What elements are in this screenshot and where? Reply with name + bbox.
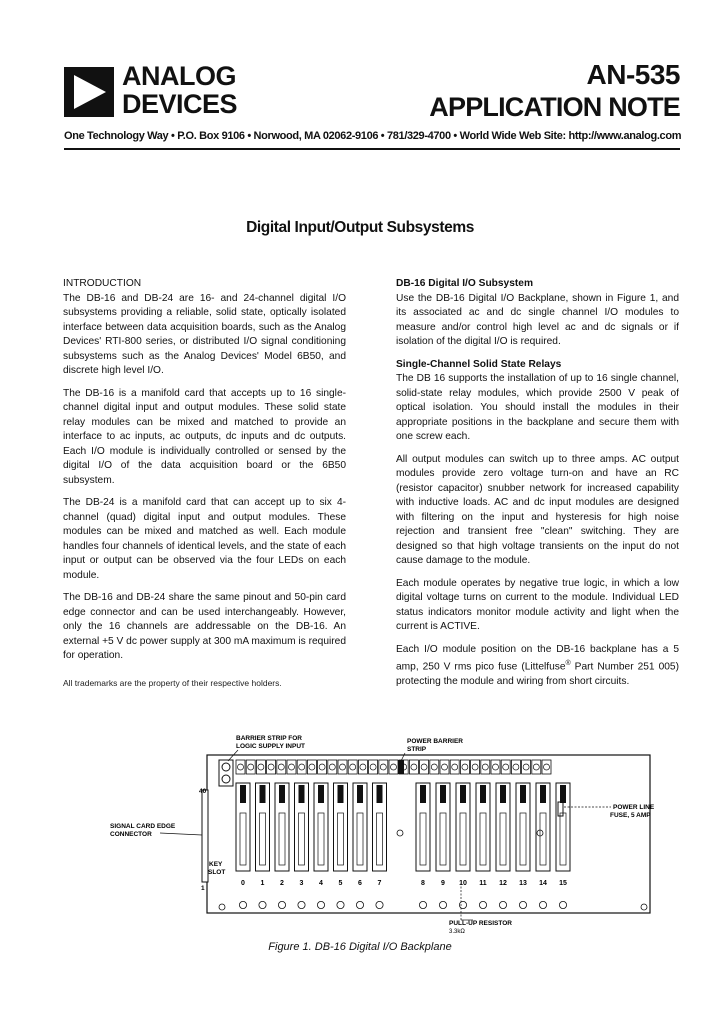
terminal-screw: [340, 764, 346, 770]
module-relay: [420, 813, 426, 865]
terminal-screw: [360, 764, 366, 770]
module-fuse: [500, 785, 506, 803]
channel-label: 12: [499, 880, 507, 887]
terminal-screw: [472, 764, 478, 770]
terminal-screw: [380, 764, 386, 770]
module-fuse: [460, 785, 466, 803]
module-fuse: [338, 785, 344, 803]
module-fuse: [540, 785, 546, 803]
channel-led: [459, 901, 466, 908]
module-fuse: [420, 785, 426, 803]
document-type: APPLICATION NOTE: [429, 92, 680, 122]
terminal-screw: [309, 764, 315, 770]
module-fuse: [299, 785, 305, 803]
module-fuse: [318, 785, 324, 803]
relays-paragraph-2: All output modules can switch up to three amps. AC output modules provide zero voltage turn-on and have an RC (resistor capacitor) snubber network for increased capability with inductive loads. AC and dc input modules are designed with filtering on the input and hysteresis for high noise rejection and transient free "clean" switching. They are designed so that high voltage transients on the input do not cause damage to the module.: [396, 453, 679, 566]
channel-label: 1: [260, 880, 265, 887]
header-rule: [64, 148, 680, 150]
module-relay: [318, 813, 324, 865]
terminal-screw: [391, 764, 397, 770]
terminal-screw: [278, 764, 284, 770]
pin-40: 40: [199, 788, 207, 795]
module-fuse: [279, 785, 285, 803]
channel-led: [419, 901, 426, 908]
channel-labels: [241, 880, 567, 887]
terminal-screw: [462, 764, 468, 770]
fuse-text-a: Each I/O module position on the DB-16 backplane has a 5 amp, 250 V rms pico fuse (Littelfuse: [396, 643, 679, 673]
label-signal-edge-2: CONNECTOR: [110, 831, 152, 838]
module-relay: [357, 813, 363, 865]
relays-heading: Single-Channel Solid State Relays: [396, 358, 562, 370]
intro-heading: INTRODUCTION: [63, 278, 142, 289]
channel-label: 11: [479, 880, 487, 887]
module-fuse: [260, 785, 266, 803]
intro-paragraph-1: The DB-16 and DB-24 are 16- and 24-channel digital I/O subsystems providing a reliable, solid state, optically isolated interface between data acquisition boards, such as the Analog Devices' RTI-800 series, or distributed I/O signal conditioning subsystems such as the Analog Devices' Model 6B50, and discrete high level I/O.: [63, 292, 346, 376]
channel-label: 13: [519, 880, 527, 887]
channel-label: 7: [377, 880, 382, 887]
channel-led: [479, 901, 486, 908]
label-key-2: SLOT: [208, 869, 226, 876]
module-relay: [520, 813, 526, 865]
channel-led: [439, 901, 446, 908]
channel-led: [356, 901, 363, 908]
module-fuse: [240, 785, 246, 803]
pin-1: 1: [201, 885, 205, 892]
leader-signal: [160, 833, 202, 835]
mounting-hole: [641, 904, 647, 910]
module-slots: [236, 783, 570, 871]
module-fuse: [440, 785, 446, 803]
registered-mark: ®: [565, 660, 571, 667]
module-relay: [338, 813, 344, 865]
mounting-hole: [219, 904, 225, 910]
module-relay: [460, 813, 466, 865]
channel-led: [259, 901, 266, 908]
terminal-screw: [523, 764, 529, 770]
channel-label: 14: [539, 880, 547, 887]
logo-line-2: DEVICES: [122, 89, 238, 119]
channel-led: [239, 901, 246, 908]
company-name: [122, 62, 237, 118]
logo-line-1: ANALOG: [122, 61, 236, 91]
terminal-screw: [503, 764, 509, 770]
label-barrier-2: LOGIC SUPPLY INPUT: [236, 743, 305, 750]
mounting-hole: [397, 830, 403, 836]
backplane-diagram: [100, 735, 660, 950]
module-relay: [500, 813, 506, 865]
channel-led: [539, 901, 546, 908]
fuse-text-b: Part Number 251 005) protecting the module and wiring from short circuits.: [396, 661, 679, 687]
label-fuse-2: FUSE, 5 AMP: [610, 812, 651, 819]
terminal-screw: [442, 764, 448, 770]
module-fuse: [357, 785, 363, 803]
channel-led: [376, 901, 383, 908]
backplane-figure: [100, 735, 660, 950]
channel-label: 3: [299, 880, 304, 887]
terminal-screw: [421, 764, 427, 770]
channel-label: 0: [241, 880, 245, 887]
module-relay: [560, 813, 566, 865]
channel-label: 2: [280, 880, 284, 887]
terminal-screw: [493, 764, 499, 770]
terminal-screw: [319, 764, 325, 770]
module-fuse: [480, 785, 486, 803]
db16-paragraph: Use the DB-16 Digital I/O Backplane, shown in Figure 1, and its associated ac and dc single channel I/O modules to measure and/or control high level ac and dc signals or if isolation of the digital I/O is required.: [396, 292, 679, 347]
channel-label: 5: [338, 880, 343, 887]
power-barrier-strip: [236, 760, 551, 774]
trademark-note: All trademarks are the property of their respective holders.: [63, 677, 282, 688]
channel-led: [519, 901, 526, 908]
label-fuse: POWER LINE: [613, 804, 655, 811]
module-fuse: [520, 785, 526, 803]
terminal-screw: [299, 764, 305, 770]
label-pullup: PULL-UP RESISTOR: [449, 920, 512, 927]
label-signal-edge: SIGNAL CARD EDGE: [110, 823, 176, 830]
label-barrier: BARRIER STRIP FOR: [236, 735, 302, 742]
terminal-screw: [350, 764, 356, 770]
power-fuse: [558, 802, 563, 816]
terminal-screw: [544, 764, 550, 770]
channel-led: [499, 901, 506, 908]
led-indicators: [219, 901, 647, 910]
channel-led: [278, 901, 285, 908]
label-pullup-2: 3.3kΩ: [449, 929, 465, 935]
analog-devices-logo-icon: [64, 67, 114, 117]
left-column: [63, 277, 346, 690]
channel-label: 10: [459, 880, 467, 887]
channel-label: 8: [421, 880, 425, 887]
figure-caption: Figure 1. DB-16 Digital I/O Backplane: [268, 941, 452, 953]
terminal-screw: [452, 764, 458, 770]
company-address: One Technology Way • P.O. Box 9106 • Norwood, MA 02062-9106 • 781/329-4700 • World Wide Web Site: http://www.analog.com: [64, 130, 682, 142]
terminal-screw: [248, 764, 254, 770]
label-power-barrier-2: STRIP: [407, 746, 427, 753]
board-outline: [207, 755, 650, 913]
channel-label: 9: [441, 880, 445, 887]
terminal-screw: [329, 764, 335, 770]
channel-led: [337, 901, 344, 908]
terminal-screw: [482, 764, 488, 770]
channel-label: 6: [358, 880, 362, 887]
terminal-screw: [238, 764, 244, 770]
terminal-screw: [258, 764, 264, 770]
module-relay: [240, 813, 246, 865]
module-relay: [440, 813, 446, 865]
relays-paragraph-3: Each module operates by negative true logic, in which a low digital voltage turns on current to the module. Individual LED status indicators monitor module activity and light when the current is ACTIVE.: [396, 577, 679, 632]
logic-barrier-strip: [219, 760, 233, 786]
module-relay: [260, 813, 266, 865]
channel-led: [317, 901, 324, 908]
label-power-barrier: POWER BARRIER: [407, 738, 463, 745]
db16-heading: DB-16 Digital I/O Subsystem: [396, 278, 533, 289]
page-title: Digital Input/Output Subsystems: [246, 219, 474, 236]
channel-label: 4: [319, 880, 323, 887]
terminal-screw: [268, 764, 274, 770]
label-key: KEY: [209, 861, 223, 868]
channel-led: [298, 901, 305, 908]
module-relay: [540, 813, 546, 865]
relays-paragraph-4: [396, 643, 679, 690]
relays-paragraph-1: The DB 16 supports the installation of up to 16 single channel, solid-state relay modules, which provide 2500 V peak of optical isolation. You should install the modules in their appropriate positions in the backplane and secure them with one screw each.: [396, 373, 679, 442]
terminal-screw: [370, 764, 376, 770]
module-relay: [480, 813, 486, 865]
module-fuse: [560, 785, 566, 803]
intro-paragraph-4: The DB-16 and DB-24 share the same pinout and 50-pin card edge connector and can be used interchangeably. However, only the 16 channels are addressable on the DB-16. An external +5 V dc power supply at 300 mA maximum is required for operation.: [63, 592, 346, 661]
module-relay: [279, 813, 285, 865]
channel-label: 15: [559, 880, 567, 887]
terminal-screw: [533, 764, 539, 770]
terminal-screw: [289, 764, 295, 770]
intro-paragraph-2: The DB-16 is a manifold card that accepts up to 16 single-channel digital input and output modules. These solid state relay modules can be mixed and matched to provide an interface to ac inputs, ac outputs, dc inputs and dc outputs. Each I/O module is individually controlled or sensed by the digital I/O of the data acquisition board or the 6B50 subsystem.: [63, 387, 346, 486]
module-relay: [299, 813, 305, 865]
terminal-screw: [411, 764, 417, 770]
intro-paragraph-3: The DB-24 is a manifold card that can accept up to six 4-channel (quad) digital input and output modules. These modules can be mixed and matched as well. Each module handles four channels of identical levels, and the state of each input or output can be observed via the four LEDs on each module.: [63, 497, 346, 581]
module-relay: [377, 813, 383, 865]
right-column: [396, 277, 679, 697]
module-fuse: [377, 785, 383, 803]
channel-led: [559, 901, 566, 908]
document-number: AN-535: [586, 59, 680, 90]
terminal-screw: [513, 764, 519, 770]
terminal-screw: [431, 764, 437, 770]
